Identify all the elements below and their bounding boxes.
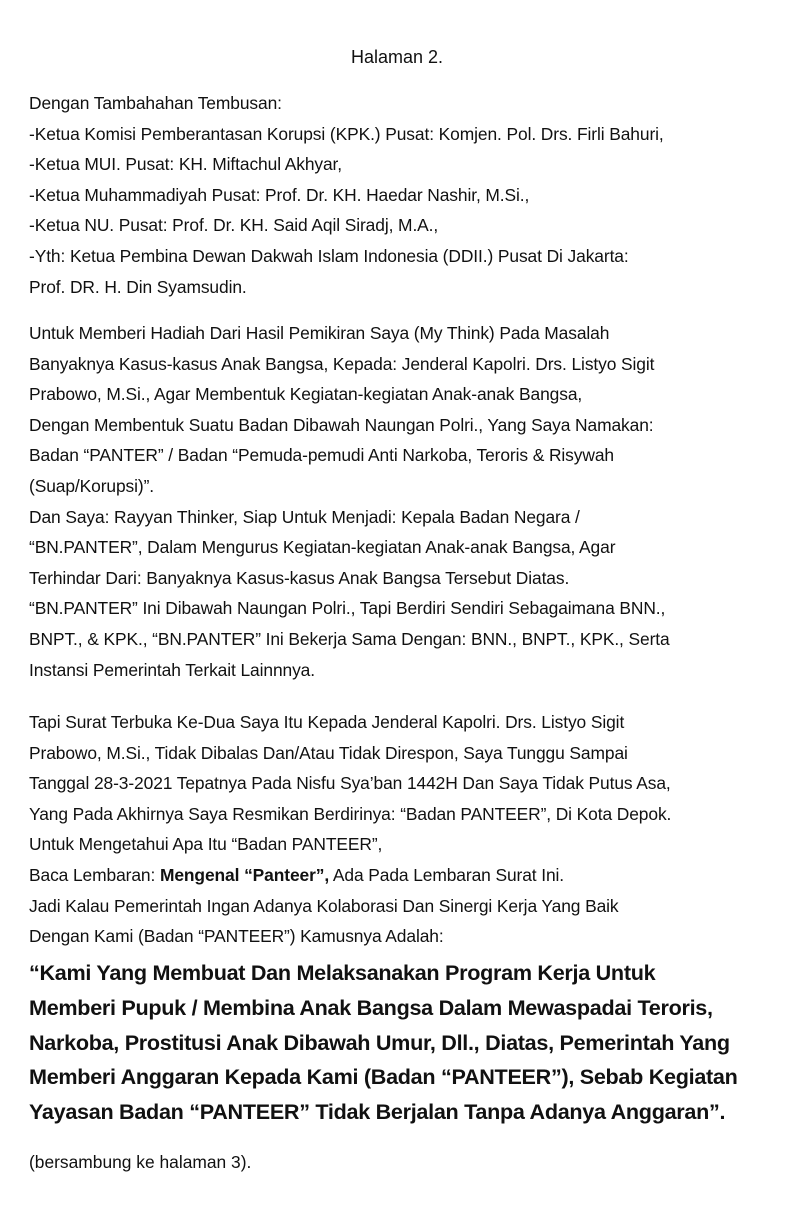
text-line: -Ketua Muhammadiyah Pusat: Prof. Dr. KH. Haedar Nashir, M.Si., [29, 184, 530, 205]
quote-line: Narkoba, Prostitusi Anak Dibawah Umur, Dll., Diatas, Pemerintah Yang [29, 1029, 730, 1055]
text-line: Dengan Membentuk Suatu Badan Dibawah Naungan Polri., Yang Saya Namakan: [29, 414, 654, 435]
quote-line: Memberi Pupuk / Membina Anak Bangsa Dalam Mewaspadai Teroris, [29, 994, 713, 1020]
continuation-note: (bersambung ke halaman 3). [29, 1152, 252, 1172]
mixed-text-line [29, 860, 779, 891]
text-line: (Suap/Korupsi)”. [29, 475, 155, 496]
page-title: Halaman 2. [350, 47, 444, 67]
text-line: -Ketua MUI. Pusat: KH. Miftachul Akhyar, [29, 154, 343, 175]
text-line: BNPT., & KPK., “BN.PANTER” Ini Bekerja Sama Dengan: BNN., BNPT., KPK., Serta [29, 628, 670, 649]
text-line: Jadi Kalau Pemerintah Ingan Adanya Kolaborasi Dan Sinergi Kerja Yang Baik [29, 895, 619, 916]
text-line: “BN.PANTER”, Dalam Mengurus Kegiatan-kegiatan Anak-anak Bangsa, Agar [29, 537, 616, 558]
cc-recipients-section [29, 88, 779, 302]
text-line: Tapi Surat Terbuka Ke-Dua Saya Itu Kepada Jenderal Kapolri. Drs. Listyo Sigit [29, 712, 625, 732]
text-line: Banyaknya Kasus-kasus Anak Bangsa, Kepada: Jenderal Kapolri. Drs. Listyo Sigit [29, 353, 655, 374]
text-line: Yang Pada Akhirnya Saya Resmikan Berdirinya: “Badan PANTEER”, Di Kota Depok. [29, 803, 672, 824]
quote-statement [29, 956, 789, 1130]
text-line: Terhindar Dari: Banyaknya Kasus-kasus Anak Bangsa Tersebut Diatas. [29, 567, 570, 588]
text-line: Prabowo, M.Si., Agar Membentuk Kegiatan-kegiatan Anak-anak Bangsa, [29, 384, 583, 405]
text-line: Dengan Tambahahan Tembusan: [29, 93, 282, 113]
quote-line: “Kami Yang Membuat Dan Melaksanakan Program Kerja Untuk [29, 960, 656, 985]
text-line: Instansi Pemerintah Terkait Lainnnya. [29, 659, 315, 680]
text-prefix: Baca Lembaran: [29, 864, 160, 885]
text-line: Untuk Memberi Hadiah Dari Hasil Pemikiran Saya (My Think) Pada Masalah [29, 323, 610, 343]
text-line: -Ketua Komisi Pemberantasan Korupsi (KPK.) Pusat: Komjen. Pol. Drs. Firli Bahuri, [29, 123, 664, 144]
text-line: -Yth: Ketua Pembina Dewan Dakwah Islam Indonesia (DDII.) Pusat Di Jakarta: [29, 245, 629, 266]
quote-line: Memberi Anggaran Kepada Kami (Badan “PANTEER”), Sebab Kegiatan [29, 1064, 738, 1090]
quote-line: Yayasan Badan “PANTEER” Tidak Berjalan Tanpa Adanya Anggaran”. [29, 1099, 726, 1125]
text-line: “BN.PANTER” Ini Dibawah Naungan Polri., Tapi Berdiri Sendiri Sebagaimana BNN., [29, 598, 666, 619]
text-line: Badan “PANTER” / Badan “Pemuda-pemudi Anti Narkoba, Teroris & Risywah [29, 445, 614, 466]
proposal-paragraph [29, 318, 779, 685]
text-line: Prabowo, M.Si., Tidak Dibalas Dan/Atau Tidak Direspon, Saya Tunggu Sampai [29, 742, 628, 763]
text-line: Dan Saya: Rayyan Thinker, Siap Untuk Menjadi: Kepala Badan Negara / [29, 506, 580, 527]
bold-reference: Mengenal “Panteer”, [159, 864, 330, 885]
text-line: Tanggal 28-3-2021 Tepatnya Pada Nisfu Sya’ban 1442H Dan Saya Tidak Putus Asa, [29, 773, 671, 794]
text-line: Prof. DR. H. Din Syamsudin. [29, 276, 247, 297]
text-line: Untuk Mengetahui Apa Itu “Badan PANTEER”, [29, 834, 383, 855]
followup-paragraph [29, 707, 779, 952]
text-line: Dengan Kami (Badan “PANTEER”) Kamusnya Adalah: [29, 926, 444, 947]
text-suffix: Ada Pada Lembaran Surat Ini. [329, 864, 565, 885]
text-line: -Ketua NU. Pusat: Prof. Dr. KH. Said Aqil Siradj, M.A., [29, 215, 439, 236]
